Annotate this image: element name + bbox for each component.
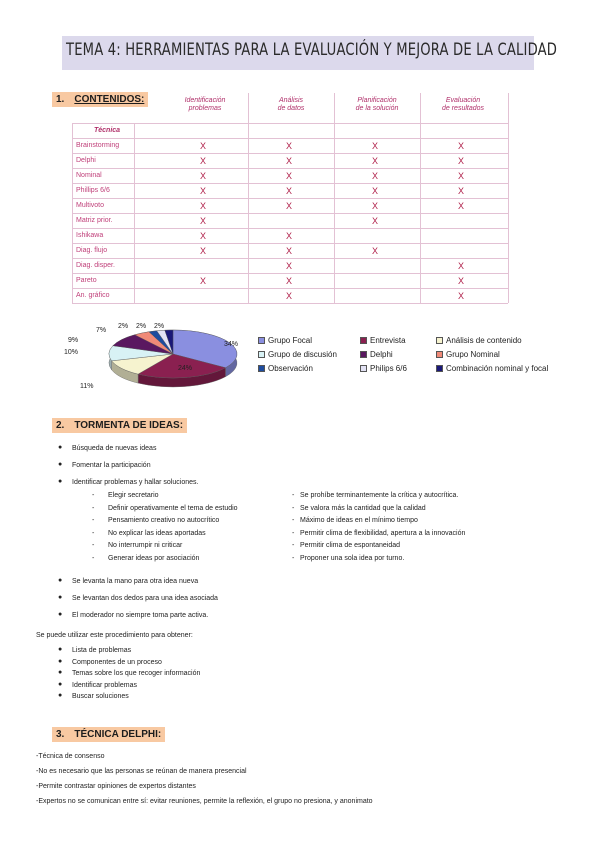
rule-item: Se prohíbe terminantemente la crítica y autocrítica.: [300, 492, 459, 499]
x-mark: X: [458, 171, 465, 181]
bullet-text: Identificar problemas: [72, 681, 137, 689]
bullet-text: Fomentar la participación: [72, 462, 151, 469]
bullet-item: [58, 444, 157, 452]
section-1-heading: [52, 92, 148, 107]
bullet-glyph: ●: [58, 669, 63, 676]
pie-data-label: 2%: [118, 323, 129, 330]
table-row: [72, 228, 508, 243]
legend-label: Grupo de discusión: [268, 350, 337, 359]
legend-item: [436, 364, 548, 373]
table-rule: [420, 123, 421, 303]
page-title: TEMA 4: HERRAMIENTAS PARA LA EVALUACIÓN Y MEJORA DE LA CALIDAD: [66, 40, 558, 60]
technique-name: Diag. disper.: [76, 262, 115, 269]
column-header-line: Planificación: [357, 97, 397, 104]
section-3-number: 3.: [56, 729, 65, 740]
x-mark: X: [286, 261, 293, 271]
legend-label: Entrevista: [370, 336, 406, 345]
dash-glyph: -: [92, 554, 95, 562]
bullet-glyph: ●: [58, 680, 63, 688]
technique-name: Matriz prior.: [76, 217, 113, 224]
dash-glyph: -: [292, 542, 295, 549]
dash-glyph: -: [92, 492, 95, 499]
rule-item: Proponer una sola idea por turno.: [300, 554, 405, 562]
table-rule: [72, 123, 73, 303]
bullet-text: Lista de problemas: [72, 647, 132, 654]
column-header: [416, 97, 510, 113]
legend-item: [360, 336, 406, 345]
x-mark: X: [286, 291, 293, 301]
table-row: [72, 288, 508, 303]
section-1-label: CONTENIDOS:: [74, 94, 145, 105]
dash-glyph: -: [292, 504, 295, 512]
x-mark: X: [372, 156, 379, 166]
section-3-label: TÉCNICA DELPHI:: [74, 729, 162, 740]
pie-data-label: 10%: [64, 349, 79, 356]
legend-label: Delphi: [370, 350, 393, 359]
bullet-text: El moderador no siempre toma parte activa.: [72, 612, 209, 619]
pie-data-label: 2%: [154, 323, 165, 330]
legend-label: Grupo Focal: [268, 336, 313, 345]
x-mark: X: [200, 156, 207, 166]
table-row: [72, 273, 508, 288]
legend-label: Grupo Nominal: [446, 350, 500, 359]
column-header: [330, 97, 424, 113]
x-mark: X: [458, 291, 465, 301]
dash-glyph: -: [292, 529, 295, 537]
bullet-text: Temas sobre los que recoger información: [72, 670, 201, 677]
x-mark: X: [372, 171, 379, 181]
column-header-line: Identificación: [184, 97, 226, 104]
table-row: [72, 213, 508, 228]
pie-data-label: 7%: [96, 327, 107, 334]
table-rule: [334, 93, 335, 123]
x-mark: X: [372, 141, 379, 151]
table-rule: [248, 123, 249, 303]
dash-glyph: -: [92, 504, 95, 512]
procedure-item: [58, 646, 132, 654]
x-mark: X: [200, 276, 207, 286]
dash-glyph: -: [292, 517, 295, 524]
pie-data-label: 11%: [80, 383, 94, 390]
technique-name: Ishikawa: [76, 232, 104, 239]
x-mark: X: [372, 201, 379, 211]
bullet-glyph: ●: [58, 657, 63, 665]
table-rule: [334, 123, 335, 303]
bullet-item: [58, 461, 151, 469]
legend-label: Análisis de contenido: [446, 336, 522, 345]
rule-item: Máximo de ideas en el mínimo tiempo: [300, 517, 418, 524]
technique-name: Phillips 6/6: [76, 187, 110, 194]
legend-label: Observación: [268, 364, 313, 373]
table-rule: [420, 93, 421, 123]
column-header-line: Análisis: [278, 97, 304, 104]
bullet-glyph: ●: [58, 611, 63, 618]
x-mark: X: [286, 171, 293, 181]
bullet-glyph: ●: [58, 461, 63, 468]
legend-label: Philips 6/6: [370, 364, 407, 373]
bullet-text: Búsqueda de nuevas ideas: [72, 445, 157, 452]
section-2-number: 2.: [56, 420, 65, 431]
x-mark: X: [200, 216, 207, 226]
column-header-line: problemas: [188, 105, 222, 112]
x-mark: X: [286, 276, 293, 286]
legend-swatch: [258, 337, 265, 344]
legend-item: [360, 364, 407, 373]
legend-item: [258, 364, 313, 373]
rule-item: Elegir secretario: [108, 492, 159, 499]
pie-data-label: 2%: [136, 323, 147, 330]
rule-item: Definir operativamente el tema de estudio: [108, 504, 238, 512]
x-mark: X: [372, 216, 379, 226]
bullet-text: Se levanta la mano para otra idea nueva: [72, 578, 199, 585]
x-mark: X: [458, 201, 465, 211]
procedure-intro: Se puede utilizar este procedimiento para obtener:: [36, 632, 193, 639]
table-row: [72, 183, 508, 198]
section-2-label: TORMENTA DE IDEAS:: [74, 420, 184, 431]
pie-data-label: 34%: [224, 341, 239, 348]
dash-glyph: -: [92, 529, 95, 537]
procedure-item: [58, 669, 201, 677]
technique-name: An. gráfico: [76, 292, 110, 299]
legend-swatch: [360, 351, 367, 358]
x-mark: X: [286, 201, 293, 211]
x-mark: X: [286, 156, 293, 166]
bullet-text: Identificar problemas y hallar soluciones.: [72, 479, 199, 486]
pie-chart: [58, 320, 248, 390]
legend-item: [436, 336, 522, 345]
legend-item: [360, 350, 393, 359]
legend-swatch: [436, 365, 443, 372]
x-mark: X: [200, 141, 207, 151]
column-header: [244, 97, 338, 113]
legend-swatch: [258, 365, 265, 372]
column-header-line: de la solución: [355, 105, 399, 112]
x-mark: X: [458, 276, 465, 286]
legend-item: [436, 350, 500, 359]
table-row: [72, 258, 508, 273]
pie-data-label: 9%: [68, 337, 79, 344]
technique-name: Delphi: [76, 157, 96, 164]
legend-item: [258, 336, 312, 345]
table-row: [72, 138, 508, 153]
legend-swatch: [360, 365, 367, 372]
bullet-text: Buscar soluciones: [72, 693, 129, 700]
table-header-row: [72, 123, 508, 138]
table-row: [72, 168, 508, 183]
table-rule: [72, 303, 508, 304]
delphi-line: -No es necesario que las personas se reúnan de manera presencial: [36, 768, 247, 775]
bullet-item: [58, 478, 199, 486]
technique-name: Nominal: [76, 172, 102, 179]
bullet-text: Se levantan dos dedos para una idea asociada: [72, 595, 218, 602]
column-header-line: de resultados: [441, 105, 485, 112]
technique-name: Pareto: [76, 277, 97, 284]
bullet-glyph: ●: [58, 692, 63, 699]
x-mark: X: [458, 261, 465, 271]
column-header-line: de datos: [277, 105, 305, 112]
bullet-glyph: ●: [58, 594, 63, 601]
procedure-item: [58, 692, 129, 700]
bullet-glyph: ●: [58, 478, 63, 485]
table-row: [72, 243, 508, 258]
x-mark: X: [200, 231, 207, 241]
section-2-heading: [52, 418, 187, 433]
x-mark: X: [458, 156, 465, 166]
bullet-text: Componentes de un proceso: [72, 658, 162, 666]
table-rule: [508, 123, 509, 303]
bullet-glyph: ●: [58, 444, 63, 451]
table-row: [72, 198, 508, 213]
x-mark: X: [286, 231, 293, 241]
technique-name: Multivoto: [76, 202, 105, 209]
delphi-line: -Expertos no se comunican entre sí: evitar reuniones, permite la reflexión, el grupo no presiona, y anonimato: [36, 798, 373, 805]
column-header-line: Evaluación: [445, 97, 481, 104]
table-rule: [134, 123, 135, 303]
x-mark: X: [286, 246, 293, 256]
x-mark: X: [200, 246, 207, 256]
legend-swatch: [360, 337, 367, 344]
section-3-heading: [52, 727, 165, 742]
technique-name: Diag. flujo: [76, 247, 108, 254]
rule-item: Permitir clima de flexibilidad, apertura a la innovación: [300, 529, 466, 537]
table-rule: [248, 93, 249, 123]
bullet-glyph: ●: [58, 577, 63, 584]
legend-swatch: [436, 351, 443, 358]
rule-item: Pensamiento creativo no autocrítico: [108, 517, 220, 524]
dash-glyph: -: [92, 542, 95, 549]
table-row: [72, 153, 508, 168]
legend-label: Combinación nominal y focal: [446, 364, 549, 373]
procedure-item: [58, 657, 162, 666]
delphi-line: -Técnica de consenso: [36, 753, 105, 760]
rule-item: No interrumpir ni criticar: [108, 542, 183, 549]
dash-glyph: -: [92, 517, 95, 524]
x-mark: X: [200, 171, 207, 181]
pie-data-label: 24%: [178, 365, 193, 372]
tech-header: Técnica: [94, 127, 121, 134]
dash-glyph: -: [292, 554, 295, 562]
rule-item: No explicar las ideas aportadas: [108, 529, 206, 537]
legend-item: [258, 350, 337, 359]
bullet-glyph: ●: [58, 646, 63, 653]
rule-item: Permitir clima de espontaneidad: [300, 542, 400, 549]
legend-swatch: [436, 337, 443, 344]
x-mark: X: [458, 141, 465, 151]
x-mark: X: [200, 201, 207, 211]
x-mark: X: [458, 186, 465, 196]
delphi-line: -Permite contrastar opiniones de expertos distantes: [36, 783, 196, 790]
rule-item: Generar ideas por asociación: [108, 554, 200, 562]
x-mark: X: [286, 186, 293, 196]
x-mark: X: [200, 186, 207, 196]
x-mark: X: [372, 186, 379, 196]
x-mark: X: [372, 246, 379, 256]
x-mark: X: [286, 141, 293, 151]
technique-name: Brainstorming: [76, 142, 120, 149]
rule-item: Se valora más la cantidad que la calidad: [300, 504, 426, 512]
legend-swatch: [258, 351, 265, 358]
bullet-item: [58, 611, 209, 619]
column-header: [158, 97, 252, 113]
dash-glyph: -: [292, 492, 295, 499]
section-1-number: 1.: [56, 94, 65, 105]
bullet-item: [58, 594, 218, 602]
procedure-item: [58, 680, 137, 689]
bullet-item: [58, 577, 199, 585]
table-rule: [508, 93, 509, 123]
